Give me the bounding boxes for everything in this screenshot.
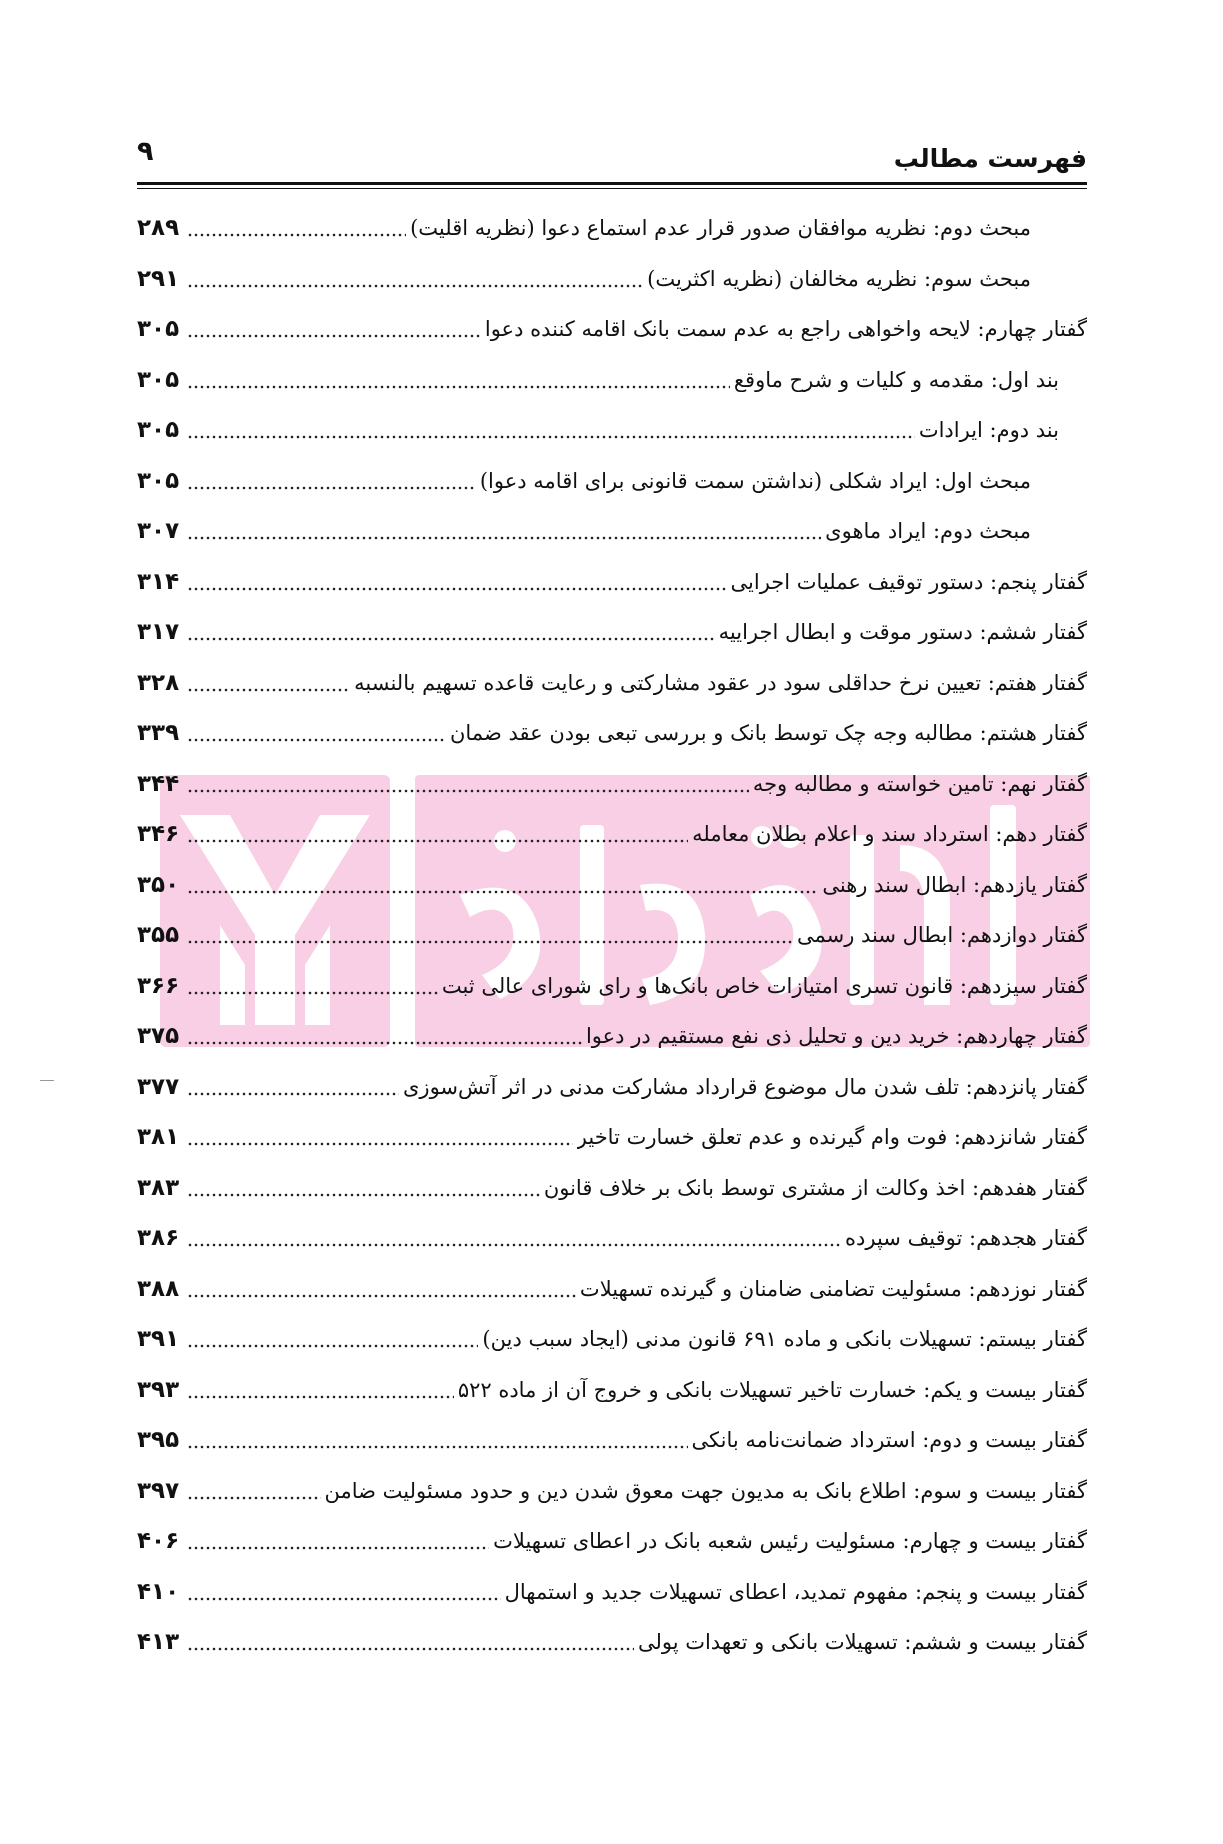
toc-entry-title: گفتار یازدهم: ابطال سند رهنی [822,872,1087,897]
toc-dot-leader [187,938,793,946]
toc-dot-leader [187,736,446,744]
toc-entry [137,708,1087,759]
toc-entry [137,658,1087,709]
toc-entry-page: ۳۵۰ [137,871,180,898]
margin-mark [40,1080,54,1081]
toc-entry-title: گفتار چهاردهم: خرید دین و تحلیل ذی نفع مستقیم در دعوا [585,1024,1087,1049]
toc-entry-title: گفتار بیست و دوم: استرداد ضمانت‌نامه بانکی [691,1428,1087,1453]
toc-entry-title: گفتار بیست و یکم: خسارت تاخیر تسهیلات بانکی و خروج آن از ماده ۵۲۲ [457,1377,1087,1402]
toc-entry-page: ۳۸۳ [137,1174,180,1201]
toc-entry-title: گفتار ششم: دستور موقت و ابطال اجراییه [718,620,1087,645]
toc-entry-title: مبحث دوم: ایراد ماهوی [825,519,1031,544]
toc-entry-title: گفتار بیست و سوم: اطلاع بانک به مدیون جهت معوق شدن دین و حدود مسئولیت ضامن [324,1478,1087,1503]
toc-entry-title: گفتار نهم: تامین خواسته و مطالبه وجه [752,771,1087,796]
toc-entry [137,1567,1087,1618]
toc-dot-leader [187,837,688,845]
toc-entry [137,405,1087,456]
toc-entry-title: گفتار بیست و چهارم: مسئولیت رئیس شعبه بانک در اعطای تسهیلات [493,1529,1087,1554]
toc-entry [137,1011,1087,1062]
toc-dot-leader [187,231,406,239]
toc-entry [137,759,1087,810]
toc-entry-page: ۳۶۶ [137,972,180,999]
toc-entry-page: ۳۱۷ [137,619,180,646]
toc-entry-page: ۳۸۱ [137,1124,180,1151]
toc-dot-leader [187,1544,489,1552]
toc-dot-leader [187,484,476,492]
toc-entry [137,860,1087,911]
toc-dot-leader [187,635,715,643]
toc-dot-leader [187,1645,634,1653]
toc-dot-leader [187,585,727,593]
toc-entry-page: ۳۱۴ [137,568,180,595]
toc-dot-leader [187,383,730,391]
toc-entry-title: گفتار هفتم: تعیین نرخ حداقلی سود در عقود مشارکتی و رعایت قاعده تسهیم بالنسبه [354,670,1087,695]
toc-entry-page: ۳۰۵ [137,316,180,343]
toc-entry-page: ۳۴۴ [137,770,180,797]
toc-entry-page: ۲۸۹ [137,215,180,242]
toc-entry-title: گفتار هفدهم: اخذ وکالت از مشتری توسط بانک بر خلاف قانون [543,1175,1087,1200]
toc-dot-leader [187,1191,540,1199]
toc-entry-page: ۳۸۸ [137,1275,180,1302]
toc-entry-page: ۴۱۰ [137,1578,180,1605]
toc-entry [137,961,1087,1012]
toc-dot-leader [187,888,818,896]
toc-entry-title: گفتار پانزدهم: تلف شدن مال موضوع قرارداد مشارکت مدنی در اثر آتش‌سوزی [403,1074,1087,1099]
toc-entry-title: گفتار بیست و پنجم: مفهوم تمدید، اعطای تسهیلات جدید و استمهال [504,1579,1087,1604]
toc-entry-page: ۳۷۷ [137,1073,180,1100]
toc-entry-page: ۳۹۱ [137,1326,180,1353]
toc-entry-page: ۳۹۳ [137,1376,180,1403]
toc-entry-title: گفتار دهم: استرداد سند و اعلام بطلان معامله [692,822,1087,847]
toc-entry-title: گفتار شانزدهم: فوت وام گیرنده و عدم تعلق خسارت تاخیر [576,1125,1087,1150]
toc-entry-title: مبحث اول: ایراد شکلی (نداشتن سمت قانونی برای اقامه دعوا) [479,468,1031,493]
toc-entry [137,1365,1087,1416]
toc-dot-leader [187,1292,576,1300]
header-rule [137,182,1087,185]
toc-entry-page: ۴۰۶ [137,1528,180,1555]
toc-dot-leader [187,787,749,795]
toc-entry [137,304,1087,355]
toc-dot-leader [187,1342,478,1350]
toc-entry [137,1516,1087,1567]
toc-dot-leader [187,1140,573,1148]
toc-dot-leader [187,1494,321,1502]
page-number: ۹ [137,136,154,167]
toc-dot-leader [187,989,438,997]
toc-entry-page: ۳۹۷ [137,1477,180,1504]
toc-entry-page: ۳۰۵ [137,417,180,444]
toc-entry [137,1213,1087,1264]
toc-entry [137,557,1087,608]
toc-dot-leader [187,433,915,441]
toc-entry [137,1466,1087,1517]
toc-entry [137,1163,1087,1214]
toc-dot-leader [187,1443,688,1451]
toc-entry-title: گفتار چهارم: لایحه واخواهی راجع به عدم سمت بانک اقامه کننده دعوا [484,317,1087,342]
toc-entry-page: ۳۰۵ [137,467,180,494]
toc-entry [137,1112,1087,1163]
toc-entry-title: مبحث سوم: نظریه مخالفان (نظریه اکثریت) [647,266,1031,291]
toc-entry-page: ۳۰۵ [137,366,180,393]
toc-entry-title: گفتار سیزدهم: قانون تسری امتیازات خاص بانک‌ها و رای شورای عالی ثبت [441,973,1087,998]
toc-entry [137,203,1087,254]
page-header [137,128,1087,180]
toc-entry [137,1617,1087,1668]
toc-dot-leader [187,332,481,340]
toc-entry-page: ۳۰۷ [137,518,180,545]
toc-entry-title: گفتار هجدهم: توقیف سپرده [845,1226,1087,1251]
running-title: فهرست مطالب [893,144,1087,173]
toc-entry-page: ۴۱۳ [137,1629,180,1656]
toc-dot-leader [187,1393,454,1401]
toc-dot-leader [187,534,821,542]
toc-entry-page: ۳۸۶ [137,1225,180,1252]
toc-entry [137,456,1087,507]
toc-entry [137,607,1087,658]
toc-entry-title: مبحث دوم: نظریه موافقان صدور قرار عدم استماع دعوا (نظریه اقلیت) [410,216,1031,241]
toc-dot-leader [187,1039,582,1047]
header-rule-thin [137,188,1087,189]
toc-entry-title: گفتار بیست و ششم: تسهیلات بانکی و تعهدات پولی [637,1630,1087,1655]
toc-entry-page: ۳۹۵ [137,1427,180,1454]
toc-entry-page: ۳۵۵ [137,922,180,949]
toc-dot-leader [187,1090,399,1098]
toc-entry [137,254,1087,305]
toc-entry-title: بند دوم: ایرادات [918,418,1059,443]
toc-entry [137,1264,1087,1315]
toc-entry-page: ۳۴۶ [137,821,180,848]
toc-entry [137,910,1087,961]
toc-entry-title: گفتار نوزدهم: مسئولیت تضامنی ضامنان و گیرنده تسهیلات [579,1276,1087,1301]
toc-entry [137,809,1087,860]
toc-entry-page: ۳۲۸ [137,669,180,696]
toc-dot-leader [187,1241,841,1249]
toc-entry-page: ۳۳۹ [137,720,180,747]
toc-dot-leader [187,686,350,694]
toc-entry-title: گفتار هشتم: مطالبه وجه چک توسط بانک و بررسی تبعی بودن عقد ضمان [450,721,1087,746]
toc-entry-title: گفتار پنجم: دستور توقیف عملیات اجرایی [730,569,1087,594]
toc-entry-page: ۲۹۱ [137,265,180,292]
toc-entry [137,1415,1087,1466]
toc-dot-leader [187,282,643,290]
toc-entry-title: بند اول: مقدمه و کلیات و شرح ماوقع [733,367,1059,392]
toc-entry [137,355,1087,406]
toc-entry [137,1314,1087,1365]
toc-entry-page: ۳۷۵ [137,1023,180,1050]
toc-entry [137,506,1087,557]
toc-entry [137,1062,1087,1113]
toc-entry-title: گفتار بیستم: تسهیلات بانکی و ماده ۶۹۱ قانون مدنی (ایجاد سبب دین) [482,1327,1087,1352]
toc-dot-leader [187,1595,501,1603]
toc-entry-title: گفتار دوازدهم: ابطال سند رسمی [796,923,1087,948]
table-of-contents [137,203,1087,1668]
